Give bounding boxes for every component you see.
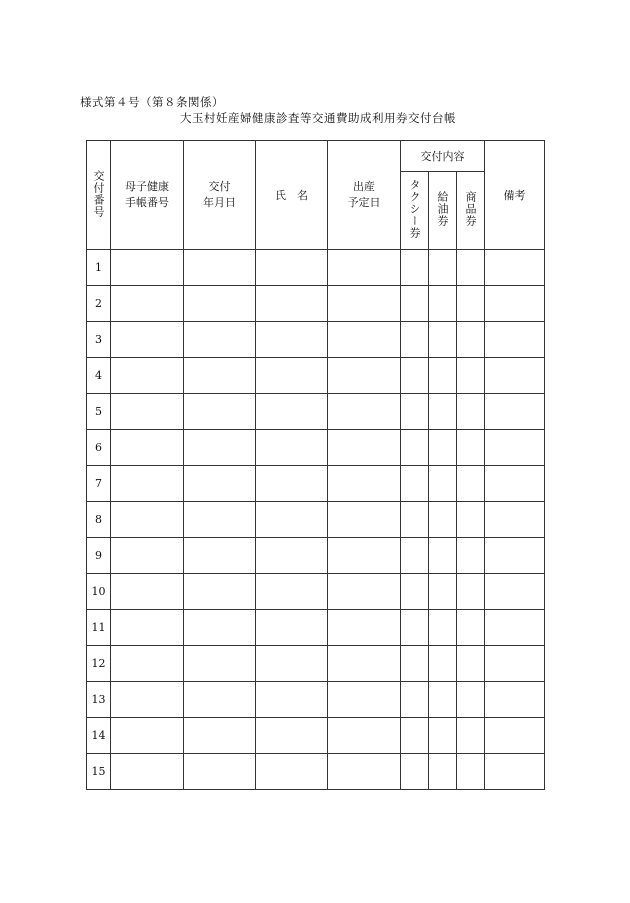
fuel-cell bbox=[429, 754, 457, 790]
taxi-cell bbox=[401, 646, 429, 682]
header-taxi-voucher: タクシー券 bbox=[401, 172, 429, 250]
fuel-cell bbox=[429, 394, 457, 430]
handbook-number-cell bbox=[111, 286, 184, 322]
goods-cell bbox=[457, 430, 485, 466]
issue-date-cell bbox=[184, 250, 256, 286]
row-number: 4 bbox=[87, 358, 111, 394]
name-cell bbox=[256, 466, 328, 502]
goods-cell bbox=[457, 646, 485, 682]
table-row bbox=[87, 466, 545, 502]
due-date-cell bbox=[328, 610, 401, 646]
remarks-cell bbox=[485, 646, 545, 682]
table-row bbox=[87, 430, 545, 466]
issue-date-cell bbox=[184, 502, 256, 538]
due-date-cell bbox=[328, 646, 401, 682]
fuel-cell bbox=[429, 682, 457, 718]
name-cell bbox=[256, 646, 328, 682]
issue-date-cell bbox=[184, 430, 256, 466]
remarks-cell bbox=[485, 358, 545, 394]
row-number: 8 bbox=[87, 502, 111, 538]
name-cell bbox=[256, 502, 328, 538]
handbook-number-cell bbox=[111, 430, 184, 466]
due-date-cell bbox=[328, 286, 401, 322]
taxi-cell bbox=[401, 430, 429, 466]
name-cell bbox=[256, 538, 328, 574]
handbook-number-cell bbox=[111, 538, 184, 574]
taxi-cell bbox=[401, 754, 429, 790]
name-cell bbox=[256, 358, 328, 394]
fuel-cell bbox=[429, 466, 457, 502]
table-row bbox=[87, 502, 545, 538]
header-issue-date: 交付 年月日 bbox=[184, 141, 256, 250]
fuel-cell bbox=[429, 250, 457, 286]
remarks-cell bbox=[485, 754, 545, 790]
handbook-number-cell bbox=[111, 718, 184, 754]
taxi-cell bbox=[401, 322, 429, 358]
fuel-cell bbox=[429, 430, 457, 466]
due-date-cell bbox=[328, 538, 401, 574]
taxi-cell bbox=[401, 394, 429, 430]
due-date-cell bbox=[328, 430, 401, 466]
row-number: 2 bbox=[87, 286, 111, 322]
issue-date-cell bbox=[184, 394, 256, 430]
issue-date-cell bbox=[184, 718, 256, 754]
header-issue-contents: 交付内容 bbox=[401, 141, 485, 172]
fuel-cell bbox=[429, 502, 457, 538]
issue-date-cell bbox=[184, 538, 256, 574]
handbook-number-cell bbox=[111, 574, 184, 610]
issue-date-cell bbox=[184, 466, 256, 502]
handbook-number-cell bbox=[111, 250, 184, 286]
row-number: 14 bbox=[87, 718, 111, 754]
remarks-cell bbox=[485, 538, 545, 574]
goods-cell bbox=[457, 286, 485, 322]
handbook-number-cell bbox=[111, 610, 184, 646]
due-date-cell bbox=[328, 754, 401, 790]
header-fuel-voucher: 給油券 bbox=[429, 172, 457, 250]
table-row bbox=[87, 538, 545, 574]
remarks-cell bbox=[485, 682, 545, 718]
name-cell bbox=[256, 610, 328, 646]
goods-cell bbox=[457, 574, 485, 610]
table-row bbox=[87, 754, 545, 790]
handbook-number-cell bbox=[111, 358, 184, 394]
taxi-cell bbox=[401, 574, 429, 610]
taxi-cell bbox=[401, 682, 429, 718]
taxi-cell bbox=[401, 502, 429, 538]
goods-cell bbox=[457, 322, 485, 358]
table-row bbox=[87, 286, 545, 322]
name-cell bbox=[256, 250, 328, 286]
issuance-ledger-table bbox=[86, 140, 545, 790]
remarks-cell bbox=[485, 574, 545, 610]
name-cell bbox=[256, 322, 328, 358]
remarks-cell bbox=[485, 394, 545, 430]
due-date-cell bbox=[328, 322, 401, 358]
fuel-cell bbox=[429, 574, 457, 610]
table-row bbox=[87, 322, 545, 358]
row-number: 3 bbox=[87, 322, 111, 358]
header-remarks: 備考 bbox=[485, 141, 545, 250]
goods-cell bbox=[457, 682, 485, 718]
handbook-number-cell bbox=[111, 646, 184, 682]
due-date-cell bbox=[328, 502, 401, 538]
row-number: 9 bbox=[87, 538, 111, 574]
header-due-date: 出産 予定日 bbox=[328, 141, 401, 250]
row-number: 11 bbox=[87, 610, 111, 646]
remarks-cell bbox=[485, 250, 545, 286]
taxi-cell bbox=[401, 718, 429, 754]
issue-date-cell bbox=[184, 358, 256, 394]
table-row bbox=[87, 646, 545, 682]
header-gift-voucher: 商品券 bbox=[457, 172, 485, 250]
remarks-cell bbox=[485, 502, 545, 538]
table-row bbox=[87, 574, 545, 610]
goods-cell bbox=[457, 754, 485, 790]
row-number: 13 bbox=[87, 682, 111, 718]
fuel-cell bbox=[429, 538, 457, 574]
fuel-cell bbox=[429, 610, 457, 646]
row-number: 7 bbox=[87, 466, 111, 502]
table-row bbox=[87, 610, 545, 646]
issue-date-cell bbox=[184, 574, 256, 610]
row-number: 15 bbox=[87, 754, 111, 790]
table-row bbox=[87, 682, 545, 718]
fuel-cell bbox=[429, 718, 457, 754]
name-cell bbox=[256, 574, 328, 610]
remarks-cell bbox=[485, 322, 545, 358]
goods-cell bbox=[457, 610, 485, 646]
due-date-cell bbox=[328, 718, 401, 754]
handbook-number-cell bbox=[111, 466, 184, 502]
header-issue-number: 交付番号 bbox=[87, 141, 111, 250]
issue-date-cell bbox=[184, 646, 256, 682]
due-date-cell bbox=[328, 574, 401, 610]
handbook-number-cell bbox=[111, 754, 184, 790]
table-row bbox=[87, 358, 545, 394]
goods-cell bbox=[457, 502, 485, 538]
taxi-cell bbox=[401, 358, 429, 394]
table-row bbox=[87, 718, 545, 754]
handbook-number-cell bbox=[111, 502, 184, 538]
name-cell bbox=[256, 754, 328, 790]
handbook-number-cell bbox=[111, 394, 184, 430]
fuel-cell bbox=[429, 646, 457, 682]
row-number: 10 bbox=[87, 574, 111, 610]
taxi-cell bbox=[401, 610, 429, 646]
table-row bbox=[87, 394, 545, 430]
issue-date-cell bbox=[184, 322, 256, 358]
fuel-cell bbox=[429, 286, 457, 322]
header-name: 氏 名 bbox=[256, 141, 328, 250]
issue-date-cell bbox=[184, 682, 256, 718]
name-cell bbox=[256, 430, 328, 466]
remarks-cell bbox=[485, 466, 545, 502]
goods-cell bbox=[457, 394, 485, 430]
remarks-cell bbox=[485, 286, 545, 322]
taxi-cell bbox=[401, 286, 429, 322]
taxi-cell bbox=[401, 466, 429, 502]
remarks-cell bbox=[485, 718, 545, 754]
due-date-cell bbox=[328, 250, 401, 286]
handbook-number-cell bbox=[111, 682, 184, 718]
due-date-cell bbox=[328, 682, 401, 718]
document-title: 大玉村妊産婦健康診査等交通費助成利用券交付台帳 bbox=[180, 111, 456, 125]
goods-cell bbox=[457, 538, 485, 574]
goods-cell bbox=[457, 250, 485, 286]
fuel-cell bbox=[429, 322, 457, 358]
issue-date-cell bbox=[184, 610, 256, 646]
due-date-cell bbox=[328, 358, 401, 394]
row-number: 1 bbox=[87, 250, 111, 286]
goods-cell bbox=[457, 358, 485, 394]
header-handbook-number: 母子健康 手帳番号 bbox=[111, 141, 184, 250]
taxi-cell bbox=[401, 538, 429, 574]
name-cell bbox=[256, 286, 328, 322]
goods-cell bbox=[457, 466, 485, 502]
remarks-cell bbox=[485, 610, 545, 646]
issue-date-cell bbox=[184, 286, 256, 322]
row-number: 6 bbox=[87, 430, 111, 466]
taxi-cell bbox=[401, 250, 429, 286]
fuel-cell bbox=[429, 358, 457, 394]
row-number: 5 bbox=[87, 394, 111, 430]
row-number: 12 bbox=[87, 646, 111, 682]
name-cell bbox=[256, 682, 328, 718]
table-row bbox=[87, 250, 545, 286]
issue-date-cell bbox=[184, 754, 256, 790]
due-date-cell bbox=[328, 394, 401, 430]
name-cell bbox=[256, 394, 328, 430]
goods-cell bbox=[457, 718, 485, 754]
name-cell bbox=[256, 718, 328, 754]
form-number: 様式第４号（第８条関係） bbox=[80, 95, 224, 109]
due-date-cell bbox=[328, 466, 401, 502]
handbook-number-cell bbox=[111, 322, 184, 358]
ledger-body bbox=[87, 250, 545, 790]
remarks-cell bbox=[485, 430, 545, 466]
